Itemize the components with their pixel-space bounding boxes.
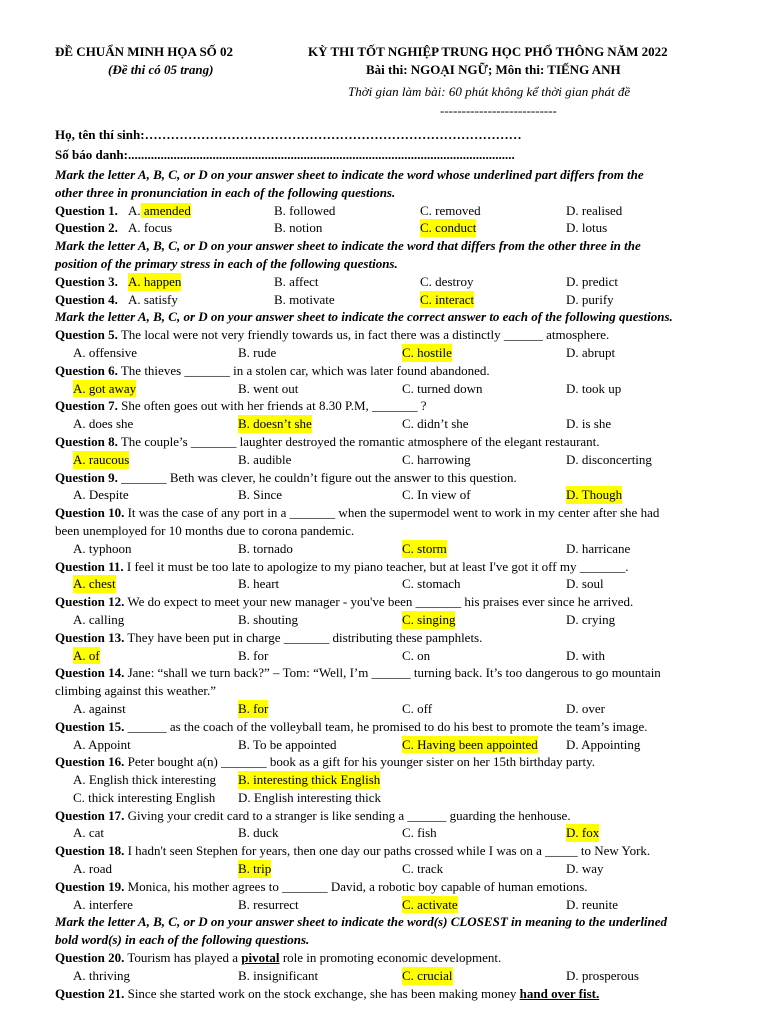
question-label: Question 12. bbox=[55, 594, 125, 610]
option-c[interactable]: C. thick interesting English bbox=[73, 789, 216, 805]
question-13-options bbox=[55, 647, 731, 665]
option-d[interactable]: D. Appointing bbox=[566, 736, 641, 752]
option-b[interactable]: B. interesting thick English bbox=[238, 772, 381, 788]
option-d[interactable]: D. way bbox=[566, 861, 604, 877]
student-id-field[interactable]: Số báo danh:....................................................................................................................... bbox=[55, 147, 515, 162]
option-b[interactable]: B. rude bbox=[238, 344, 277, 360]
option-d[interactable]: D. took up bbox=[566, 380, 622, 396]
question-8-stem: The couple’s _______ laughter destroyed the romantic atmosphere of the elegant restaurant. bbox=[117, 433, 600, 449]
question-11-stem: I feel it must be too late to apologize to my piano teacher, but at least I've got it off my _______. bbox=[123, 558, 629, 574]
question-label: Question 2. bbox=[55, 220, 118, 236]
option-c[interactable]: C. track bbox=[402, 861, 444, 877]
option-c[interactable]: C. activate bbox=[402, 896, 458, 912]
question-label: Question 13. bbox=[55, 629, 125, 645]
question-3 bbox=[55, 273, 731, 291]
option-c[interactable]: C. Having been appointed bbox=[402, 736, 538, 752]
option-c[interactable]: C. fish bbox=[402, 825, 437, 841]
exam-title: KỲ THI TỐT NGHIỆP TRUNG HỌC PHỔ THÔNG NĂM 2022 bbox=[308, 44, 668, 59]
question-21-stem-pre: Since she started work on the stock exchange, she has been making money bbox=[124, 985, 520, 1001]
option-b[interactable]: B. shouting bbox=[238, 611, 298, 627]
option-a[interactable]: A. Appoint bbox=[73, 736, 131, 752]
option-c[interactable]: C. didn’t she bbox=[402, 416, 469, 432]
option-b[interactable]: B. motivate bbox=[274, 291, 335, 307]
question-9-options bbox=[55, 486, 731, 504]
question-7-stem: She often goes out with her friends at 8.30 P.M, _______ ? bbox=[117, 398, 427, 414]
option-a[interactable]: A. does she bbox=[73, 416, 134, 432]
question-label: Question 11. bbox=[55, 558, 124, 574]
option-b[interactable]: B. audible bbox=[238, 451, 292, 467]
option-b[interactable]: B. trip bbox=[238, 861, 272, 877]
option-c[interactable]: C. removed bbox=[420, 202, 481, 218]
option-c[interactable]: C. stomach bbox=[402, 576, 461, 592]
option-b[interactable]: B. for bbox=[238, 700, 269, 716]
option-b[interactable]: B. heart bbox=[238, 576, 280, 592]
option-c[interactable]: C. storm bbox=[402, 540, 447, 556]
option-a[interactable]: A. typhoon bbox=[73, 540, 132, 556]
question-16-options-ab bbox=[55, 771, 731, 789]
question-label: Question 7. bbox=[55, 398, 118, 414]
question-19-options bbox=[55, 896, 731, 914]
question-14-stem-cont: climbing against this weather.” bbox=[55, 683, 217, 699]
option-d[interactable]: D. abrupt bbox=[566, 344, 616, 360]
option-b[interactable]: B. duck bbox=[238, 825, 279, 841]
option-d[interactable]: D. crying bbox=[566, 611, 616, 627]
option-a[interactable]: A. interfere bbox=[73, 896, 133, 912]
option-d[interactable]: D. fox bbox=[566, 825, 600, 841]
question-9-stem: _______ Beth was clever, he couldn’t figure out the answer to this question. bbox=[117, 469, 517, 485]
question-8-options bbox=[55, 451, 731, 469]
question-20-options bbox=[55, 967, 731, 985]
option-b[interactable]: B. doesn’t she bbox=[238, 416, 312, 432]
option-d[interactable]: D. prosperous bbox=[566, 967, 639, 983]
question-18-options bbox=[55, 860, 731, 878]
option-a[interactable]: A. Despite bbox=[73, 487, 129, 503]
time-note: Thời gian làm bài: 60 phút không kể thời gian phát đề bbox=[348, 84, 631, 99]
question-label: Question 8. bbox=[55, 433, 118, 449]
option-a[interactable]: A. thriving bbox=[73, 967, 131, 983]
instruction-correct-answer: Mark the letter A, B, C, or D on your answer sheet to indicate the correct answer to each of the following questions. bbox=[55, 309, 673, 325]
option-c[interactable]: C. conduct bbox=[420, 220, 477, 236]
question-2 bbox=[55, 219, 731, 237]
question-17-stem: Giving your credit card to a stranger is like sending a ______ guarding the henhouse. bbox=[124, 807, 571, 823]
question-1 bbox=[55, 202, 731, 220]
subject-line: Bài thi: NGOẠI NGỮ; Môn thi: TIẾNG ANH bbox=[366, 62, 621, 77]
instruction-closest-2: bold word(s) in each of the following questions. bbox=[55, 932, 310, 948]
option-a[interactable]: A. against bbox=[73, 700, 126, 716]
option-d[interactable]: D. with bbox=[566, 647, 605, 663]
question-6-stem: The thieves _______ in a stolen car, which was later found abandoned. bbox=[117, 362, 490, 378]
question-20-stem-post: role in promoting economic development. bbox=[279, 950, 502, 966]
question-10-stem: It was the case of any port in a _______ when the supermodel went to work in my center after she had bbox=[124, 505, 660, 521]
question-label: Question 14. bbox=[55, 665, 125, 681]
option-d[interactable]: D. is she bbox=[566, 416, 612, 432]
question-13-stem: They have been put in charge _______ distributing these pamphlets. bbox=[124, 629, 483, 645]
option-a[interactable]: A. road bbox=[73, 861, 112, 877]
instruction-stress-2: position of the primary stress in each of the following questions. bbox=[55, 255, 398, 271]
question-15-stem: ______ as the coach of the volleyball team, he promised to do his best to promote the team’s image. bbox=[124, 718, 648, 734]
option-d[interactable]: D. realised bbox=[566, 202, 623, 218]
question-15-options bbox=[55, 736, 731, 754]
question-11-options bbox=[55, 575, 731, 593]
question-16-options-cd bbox=[55, 789, 731, 807]
question-label: Question 10. bbox=[55, 505, 125, 521]
option-b[interactable]: B. notion bbox=[274, 220, 323, 236]
option-a[interactable]: amended bbox=[140, 202, 191, 218]
option-b[interactable]: B. affect bbox=[274, 273, 319, 289]
question-label: Question 4. bbox=[55, 291, 118, 307]
option-d[interactable]: D. Though bbox=[566, 487, 623, 503]
question-18-stem: I hadn't seen Stephen for years, then one day our paths crossed while I was on a _____ to New York. bbox=[124, 843, 651, 859]
question-body bbox=[55, 166, 731, 1002]
option-a-letter[interactable]: A. bbox=[128, 202, 141, 218]
question-6-options bbox=[55, 380, 731, 398]
question-7-options bbox=[55, 415, 731, 433]
instruction-pronunciation-1: Mark the letter A, B, C, or D on your answer sheet to indicate the word whose underlined part differs from the bbox=[55, 167, 644, 182]
question-20-key-word: pivotal bbox=[241, 950, 280, 966]
question-5-stem: The local were not very friendly towards us, in fact there was a distinctly ______ atmosphere. bbox=[117, 327, 610, 343]
question-label: Question 18. bbox=[55, 843, 125, 859]
question-19-stem: Monica, his mother agrees to _______ David, a robotic boy capable of human emotions. bbox=[124, 878, 588, 894]
option-b[interactable]: B. Since bbox=[238, 487, 283, 503]
option-c[interactable]: C. harrowing bbox=[402, 451, 471, 467]
option-c[interactable]: C. In view of bbox=[402, 487, 471, 503]
instruction-closest-1: Mark the letter A, B, C, or D on your answer sheet to indicate the word(s) CLOSEST in meaning to the underlined bbox=[55, 914, 668, 930]
option-b[interactable]: B. To be appointed bbox=[238, 736, 337, 752]
option-a[interactable]: A. focus bbox=[128, 220, 173, 236]
option-a[interactable]: A. calling bbox=[73, 611, 125, 627]
question-20-stem-pre: Tourism has played a bbox=[124, 950, 242, 966]
option-a[interactable]: A. of bbox=[73, 647, 100, 663]
option-b[interactable]: B. followed bbox=[274, 202, 336, 218]
option-c[interactable]: C. turned down bbox=[402, 380, 483, 396]
option-c[interactable]: C. interact bbox=[420, 291, 475, 307]
question-21-key-phrase: hand over fist. bbox=[519, 985, 600, 1001]
option-b[interactable]: B. tornado bbox=[238, 540, 293, 556]
question-4 bbox=[55, 291, 731, 309]
student-name-field[interactable]: Họ, tên thí sinh:…………………………………………………………………………… bbox=[55, 127, 522, 142]
question-10-stem-cont: been unemployed for 10 months due to corona pandemic. bbox=[55, 522, 355, 538]
question-label: Question 17. bbox=[55, 807, 125, 823]
question-label: Question 6. bbox=[55, 362, 118, 378]
question-10-options bbox=[55, 540, 731, 558]
option-b[interactable]: B. went out bbox=[238, 380, 299, 396]
question-14-stem: Jane: “shall we turn back?” – Tom: “Well, I’m ______ turning back. It’s too dangerous to go mountain bbox=[124, 665, 661, 681]
option-a[interactable]: A. happen bbox=[128, 273, 182, 289]
option-a[interactable]: A. cat bbox=[73, 825, 105, 841]
question-5-options bbox=[55, 344, 731, 362]
question-label: Question 19. bbox=[55, 878, 125, 894]
question-label: Question 16. bbox=[55, 754, 125, 770]
option-b[interactable]: B. for bbox=[238, 647, 269, 663]
option-c[interactable]: C. crucial bbox=[402, 967, 453, 983]
header-rule: --------------------------- bbox=[440, 103, 557, 118]
option-a[interactable]: A. got away bbox=[73, 380, 137, 396]
option-c[interactable]: C. singing bbox=[402, 611, 456, 627]
option-d[interactable]: D. soul bbox=[566, 576, 604, 592]
option-d[interactable]: D. over bbox=[566, 700, 605, 716]
option-c[interactable]: C. destroy bbox=[420, 273, 474, 289]
instruction-stress-1: Mark the letter A, B, C, or D on your answer sheet to indicate the word that differs from the other three in the bbox=[55, 238, 641, 254]
question-label: Question 20. bbox=[55, 950, 125, 966]
option-c[interactable]: C. on bbox=[402, 647, 431, 663]
option-a[interactable]: A. English thick interesting bbox=[73, 772, 216, 788]
exam-code-title: ĐỀ CHUẨN MINH HỌA SỐ 02 bbox=[55, 44, 234, 59]
option-d[interactable]: D. disconcerting bbox=[566, 451, 652, 467]
question-label: Question 9. bbox=[55, 469, 118, 485]
option-d[interactable]: D. predict bbox=[566, 273, 618, 289]
option-d[interactable]: D. English interesting thick bbox=[238, 789, 381, 805]
question-label: Question 15. bbox=[55, 718, 125, 734]
option-a[interactable]: A. chest bbox=[73, 576, 116, 592]
instruction-pronunciation-2: other three in pronunciation in each of the following questions. bbox=[55, 184, 396, 200]
option-a[interactable]: A. satisfy bbox=[128, 291, 178, 307]
question-14-options bbox=[55, 700, 731, 718]
question-12-options bbox=[55, 611, 731, 629]
question-16-stem: Peter bought a(n) _______ book as a gift for his younger sister on her 15th birthday party. bbox=[124, 754, 596, 770]
option-c[interactable]: C. off bbox=[402, 700, 433, 716]
option-d[interactable]: D. harricane bbox=[566, 540, 631, 556]
question-12-stem: We do expect to meet your new manager - you've been _______ his praises ever since he arrived. bbox=[124, 594, 634, 610]
option-a[interactable]: A. offensive bbox=[73, 344, 138, 360]
page-count-note: (Đề thi có 05 trang) bbox=[108, 62, 214, 77]
question-label: Question 1. bbox=[55, 202, 118, 218]
option-d[interactable]: D. purify bbox=[566, 291, 614, 307]
question-label: Question 21. bbox=[55, 985, 125, 1001]
option-a[interactable]: A. raucous bbox=[73, 451, 130, 467]
option-b[interactable]: B. insignificant bbox=[238, 967, 319, 983]
question-label: Question 3. bbox=[55, 273, 118, 289]
question-17-options bbox=[55, 824, 731, 842]
option-b[interactable]: B. resurrect bbox=[238, 896, 299, 912]
option-d[interactable]: D. reunite bbox=[566, 896, 618, 912]
option-d[interactable]: D. lotus bbox=[566, 220, 608, 236]
question-label: Question 5. bbox=[55, 327, 118, 343]
option-c[interactable]: C. hostile bbox=[402, 344, 452, 360]
